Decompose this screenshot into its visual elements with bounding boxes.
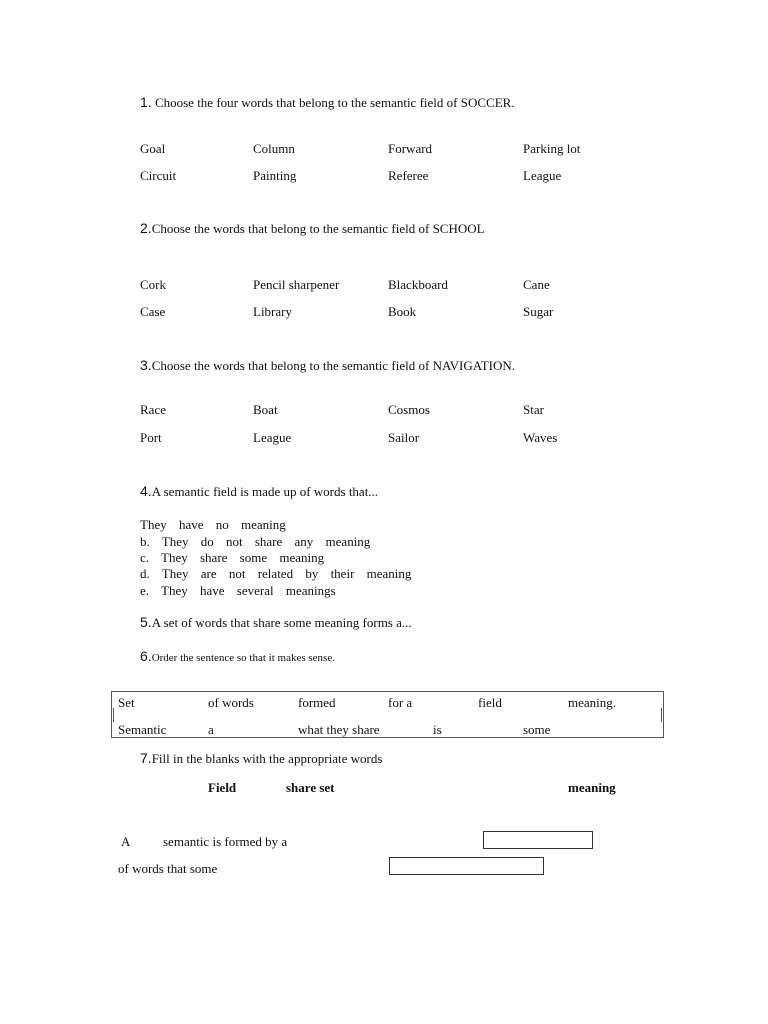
q1-word: Parking lot xyxy=(523,141,581,156)
q2-word: Sugar xyxy=(523,304,554,319)
q6-word: some xyxy=(523,722,551,737)
q6-word: field xyxy=(478,695,502,710)
question-2-number: 2. xyxy=(140,220,152,236)
question-4-prompt: A semantic field is made up of words that... xyxy=(151,484,379,499)
question-4-number: 4. xyxy=(140,483,152,499)
box-divider-left xyxy=(113,708,114,722)
word-bank-item: meaning xyxy=(568,780,616,795)
question-7-prompt: Fill in the blanks with the appropriate words xyxy=(151,751,383,766)
q3-word: League xyxy=(253,430,292,445)
q6-word: of words xyxy=(208,695,254,710)
question-5-number: 5. xyxy=(140,614,152,630)
q1-word: Forward xyxy=(388,141,433,156)
fill-line-1-text: semantic is formed by a xyxy=(163,834,288,849)
q1-word: Referee xyxy=(388,168,429,183)
q3-word: Port xyxy=(140,430,162,445)
q4-option: b. They do not share any meaning xyxy=(140,534,371,549)
q2-word: Library xyxy=(253,304,292,319)
q4-option: e. They have several meanings xyxy=(140,583,336,598)
word-bank-item: Field xyxy=(208,780,237,795)
word-bank-item: share set xyxy=(286,780,335,795)
q3-word: Sailor xyxy=(388,430,420,445)
fill-line-1-start: A xyxy=(121,834,131,849)
q2-word: Book xyxy=(388,304,417,319)
q4-option: They have no meaning xyxy=(140,517,286,532)
q3-word: Race xyxy=(140,402,166,417)
question-6-number: 6. xyxy=(140,648,152,664)
question-4 xyxy=(140,483,378,500)
q2-word: Blackboard xyxy=(388,277,448,292)
question-3-number: 3. xyxy=(140,357,152,373)
question-3-prompt: Choose the words that belong to the semantic field of NAVIGATION. xyxy=(151,358,516,373)
question-6-prompt: Order the sentence so that it makes sense. xyxy=(151,652,335,664)
blank-input-2[interactable] xyxy=(389,857,544,875)
question-2-prompt: Choose the words that belong to the semantic field of SCHOOL xyxy=(151,221,485,236)
q3-word: Star xyxy=(523,402,544,417)
q3-word: Boat xyxy=(253,402,278,417)
question-3 xyxy=(140,357,515,374)
q1-word: Painting xyxy=(253,168,297,183)
box-divider-right xyxy=(661,708,662,722)
q1-word: League xyxy=(523,168,562,183)
q6-word: Semantic xyxy=(118,722,167,737)
question-5-prompt: A set of words that share some meaning forms a... xyxy=(151,615,412,630)
question-2 xyxy=(140,220,485,237)
q6-word: what they share xyxy=(298,722,380,737)
q1-word: Goal xyxy=(140,141,166,156)
fill-line-2-text: of words that some xyxy=(118,861,218,876)
question-6 xyxy=(140,648,335,665)
question-7 xyxy=(140,750,382,767)
q1-word: Column xyxy=(253,141,295,156)
q6-word: Set xyxy=(118,695,135,710)
q6-word: meaning. xyxy=(568,695,617,710)
q6-word: for a xyxy=(388,695,413,710)
question-1 xyxy=(140,94,515,111)
q4-option: c. They share some meaning xyxy=(140,550,325,565)
question-1-number: 1. xyxy=(140,94,152,110)
question-7-number: 7. xyxy=(140,750,152,766)
q4-option: d. They are not related by their meaning xyxy=(140,566,412,581)
q6-word: is xyxy=(433,722,442,737)
q1-word: Circuit xyxy=(140,168,177,183)
q6-word: formed xyxy=(298,695,336,710)
q3-word: Cosmos xyxy=(388,402,430,417)
blank-input-1[interactable] xyxy=(483,831,593,849)
q2-word: Cane xyxy=(523,277,550,292)
q2-word: Case xyxy=(140,304,166,319)
question-1-prompt: Choose the four words that belong to the semantic field of SOCCER. xyxy=(154,95,515,110)
q2-word: Pencil sharpener xyxy=(253,277,340,292)
q3-word: Waves xyxy=(523,430,558,445)
q2-word: Cork xyxy=(140,277,166,292)
q6-word: a xyxy=(208,722,214,737)
question-5 xyxy=(140,614,412,631)
